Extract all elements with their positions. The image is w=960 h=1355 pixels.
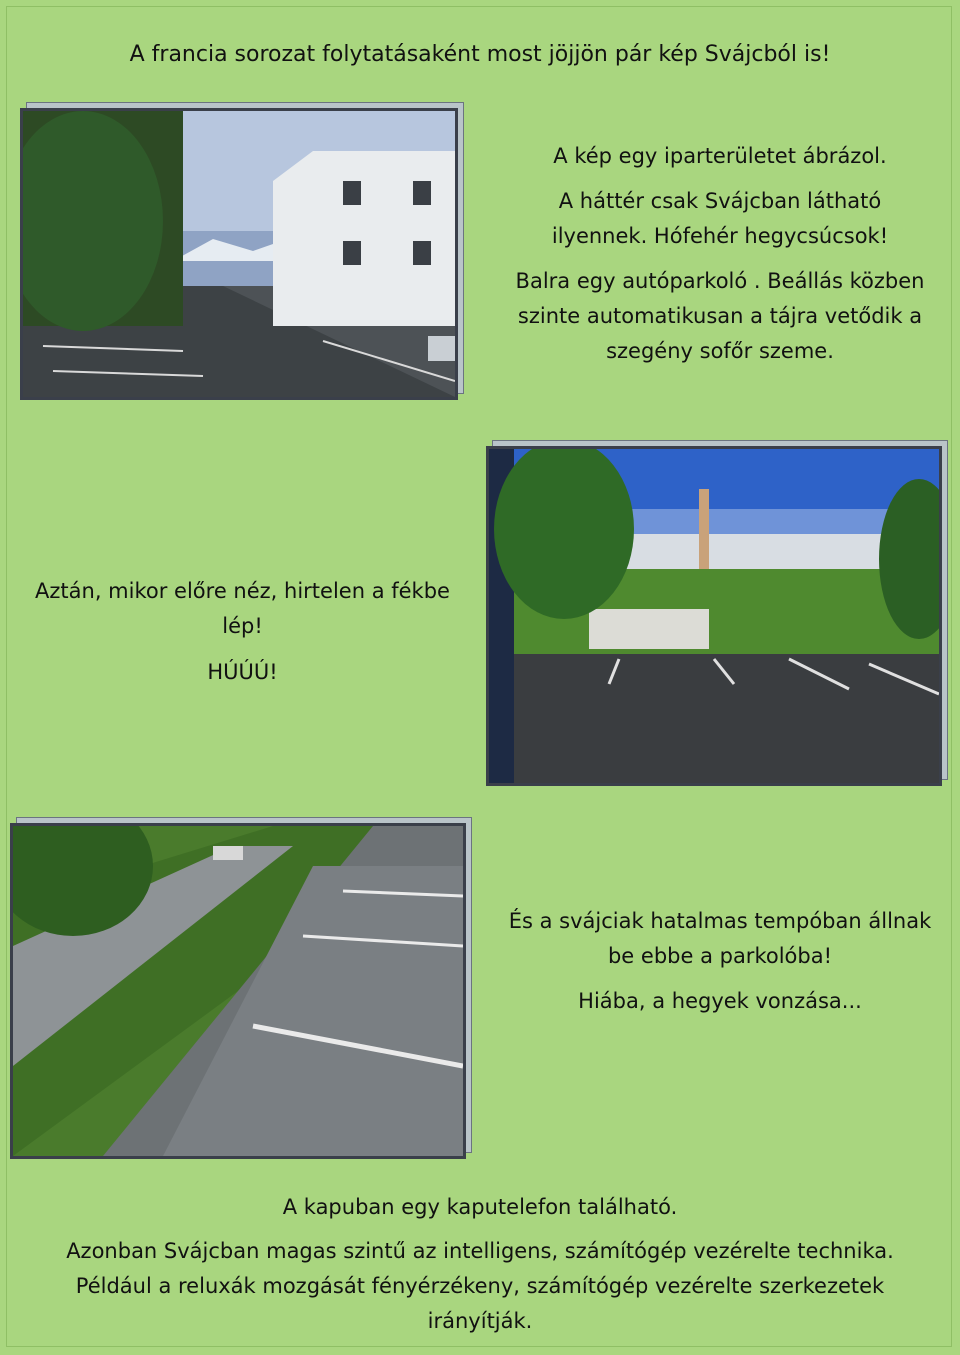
text-line: lép! [222,614,263,638]
text-line: A kapuban egy kaputelefon található. [282,1195,678,1219]
text-line: A kép egy iparterületet ábrázol. [553,144,887,168]
text-line: HÚÚÚ! [207,660,278,684]
text-line: ilyennek. Hófehér hegycsúcsok! [551,224,889,248]
text-line: szegény sofőr szeme. [606,339,834,363]
photo-parking-slope [10,823,466,1159]
photo-parking-lot-view [486,446,942,786]
photo-industrial-area [20,108,458,400]
text-line: És a svájciak hatalmas tempóban állnak [508,909,932,933]
text-line: Azonban Svájcban magas szintű az intelligens, számítógép vezérelte technika. [66,1239,894,1263]
text-line: be ebbe a parkolóba! [607,944,833,968]
text-line: A háttér csak Svájcban látható [558,189,882,213]
text-line: irányítják. [427,1309,533,1333]
text-line: Aztán, mikor előre néz, hirtelen a fékbe [35,579,450,603]
text-line: Például a reluxák mozgását fényérzékeny, számítógép vezérelte szerkezetek [75,1274,885,1298]
text-line: Balra egy autóparkoló . Beállás közben [515,269,925,293]
text-line: szinte automatikusan a tájra vetődik a [517,304,923,328]
text-line: Hiába, a hegyek vonzása... [578,989,862,1013]
page-title: A francia sorozat folytatásaként most jöjjön pár kép Svájcból is! [129,42,831,67]
